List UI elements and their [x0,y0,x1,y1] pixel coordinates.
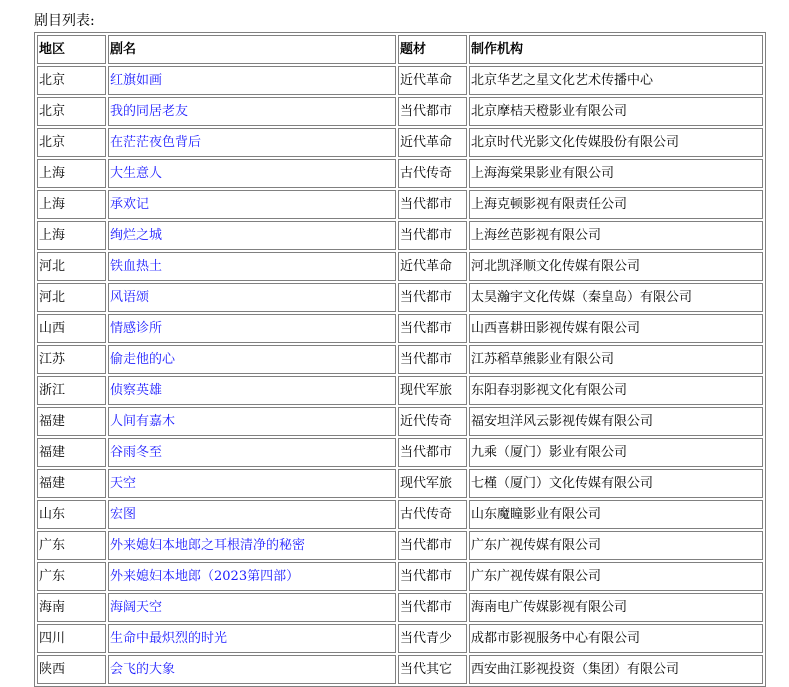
region-cell: 四川 [37,624,106,653]
table-header-row [37,35,763,64]
genre-cell: 当代其它 [398,655,467,684]
title-cell [108,562,396,591]
region-cell: 福建 [37,438,106,467]
company-cell: 福安坦洋风云影视传媒有限公司 [469,407,763,436]
drama-title-link[interactable]: 宏图 [110,507,137,522]
table-row [37,438,763,467]
title-cell [108,345,396,374]
drama-title-link[interactable]: 承欢记 [110,197,150,212]
drama-title-link[interactable]: 外来媳妇本地郎（2023第四部） [110,569,300,584]
table-row [37,190,763,219]
genre-cell: 当代都市 [398,221,467,250]
region-cell: 上海 [37,159,106,188]
region-cell: 山西 [37,314,106,343]
company-cell: 西安曲江影视投资（集团）有限公司 [469,655,763,684]
title-cell [108,128,396,157]
genre-cell: 现代军旅 [398,469,467,498]
title-cell [108,190,396,219]
title-cell [108,655,396,684]
title-cell [108,438,396,467]
company-cell: 山东魔瞳影业有限公司 [469,500,763,529]
table-row [37,221,763,250]
drama-title-link[interactable]: 红旗如画 [110,73,163,88]
title-cell [108,97,396,126]
table-row [37,593,763,622]
company-cell: 广东广视传媒有限公司 [469,531,763,560]
title-cell [108,252,396,281]
genre-cell: 古代传奇 [398,500,467,529]
drama-title-link[interactable]: 天空 [110,476,137,491]
title-cell [108,593,396,622]
region-cell: 河北 [37,252,106,281]
drama-title-link[interactable]: 铁血热土 [110,259,163,274]
header-region: 地区 [37,35,106,64]
company-cell: 上海克顿影视有限责任公司 [469,190,763,219]
drama-title-link[interactable]: 生命中最炽烈的时光 [110,631,228,646]
company-cell: 海南电广传媒影视有限公司 [469,593,763,622]
company-cell: 北京摩桔天橙影业有限公司 [469,97,763,126]
table-row [37,252,763,281]
genre-cell: 当代都市 [398,314,467,343]
region-cell: 福建 [37,469,106,498]
table-row [37,128,763,157]
region-cell: 北京 [37,97,106,126]
title-cell [108,500,396,529]
table-row [37,562,763,591]
genre-cell: 当代都市 [398,593,467,622]
table-row [37,624,763,653]
drama-title-link[interactable]: 风语颂 [110,290,150,305]
region-cell: 北京 [37,66,106,95]
drama-title-link[interactable]: 侦察英雄 [110,383,163,398]
company-cell: 北京华艺之星文化艺术传播中心 [469,66,763,95]
genre-cell: 古代传奇 [398,159,467,188]
table-caption: 剧目列表: [34,13,95,29]
header-genre: 题材 [398,35,467,64]
region-cell: 山东 [37,500,106,529]
table-row [37,376,763,405]
title-cell [108,469,396,498]
genre-cell: 当代都市 [398,345,467,374]
drama-title-link[interactable]: 人间有嘉木 [110,414,176,429]
region-cell: 浙江 [37,376,106,405]
region-cell: 广东 [37,531,106,560]
genre-cell: 当代青少 [398,624,467,653]
title-cell [108,376,396,405]
table-row [37,407,763,436]
genre-cell: 现代军旅 [398,376,467,405]
table-row [37,283,763,312]
region-cell: 上海 [37,221,106,250]
drama-title-link[interactable]: 海阔天空 [110,600,163,615]
drama-title-link[interactable]: 外来媳妇本地郎之耳根清净的秘密 [110,538,306,553]
header-company: 制作机构 [469,35,763,64]
region-cell: 河北 [37,283,106,312]
company-cell: 东阳春羽影视文化有限公司 [469,376,763,405]
drama-title-link[interactable]: 偷走他的心 [110,352,176,367]
region-cell: 陕西 [37,655,106,684]
title-cell [108,66,396,95]
company-cell: 河北凯泽顺文化传媒有限公司 [469,252,763,281]
drama-title-link[interactable]: 会飞的大象 [110,662,176,677]
drama-title-link[interactable]: 谷雨冬至 [110,445,163,460]
region-cell: 福建 [37,407,106,436]
drama-title-link[interactable]: 情感诊所 [110,321,163,336]
company-cell: 北京时代光影文化传媒股份有限公司 [469,128,763,157]
table-row [37,345,763,374]
genre-cell: 近代革命 [398,128,467,157]
company-cell: 广东广视传媒有限公司 [469,562,763,591]
genre-cell: 当代都市 [398,562,467,591]
region-cell: 海南 [37,593,106,622]
company-cell: 上海海棠果影业有限公司 [469,159,763,188]
company-cell: 山西喜耕田影视传媒有限公司 [469,314,763,343]
table-row [37,97,763,126]
region-cell: 北京 [37,128,106,157]
table-row [37,500,763,529]
title-cell [108,531,396,560]
company-cell: 太昊瀚宇文化传媒（秦皇岛）有限公司 [469,283,763,312]
drama-title-link[interactable]: 我的同居老友 [110,104,189,119]
company-cell: 九乘（厦门）影业有限公司 [469,438,763,467]
title-cell [108,221,396,250]
table-row [37,66,763,95]
genre-cell: 近代革命 [398,252,467,281]
title-cell [108,624,396,653]
region-cell: 江苏 [37,345,106,374]
drama-title-link[interactable]: 在茫茫夜色背后 [110,135,202,150]
company-cell: 成都市影视服务中心有限公司 [469,624,763,653]
title-cell [108,314,396,343]
genre-cell: 当代都市 [398,283,467,312]
region-cell: 广东 [37,562,106,591]
genre-cell: 近代革命 [398,66,467,95]
drama-title-link[interactable]: 绚烂之城 [110,228,163,243]
table-row [37,655,763,684]
company-cell: 上海丝芭影视有限公司 [469,221,763,250]
table-row [37,469,763,498]
company-cell: 江苏稻草熊影业有限公司 [469,345,763,374]
genre-cell: 当代都市 [398,531,467,560]
drama-list-table [34,32,766,687]
table-row [37,531,763,560]
genre-cell: 当代都市 [398,438,467,467]
title-cell [108,159,396,188]
table-row [37,314,763,343]
header-title: 剧名 [108,35,396,64]
genre-cell: 当代都市 [398,190,467,219]
genre-cell: 近代传奇 [398,407,467,436]
table-row [37,159,763,188]
drama-title-link[interactable]: 大生意人 [110,166,163,181]
company-cell: 七槿（厦门）文化传媒有限公司 [469,469,763,498]
title-cell [108,283,396,312]
genre-cell: 当代都市 [398,97,467,126]
region-cell: 上海 [37,190,106,219]
title-cell [108,407,396,436]
